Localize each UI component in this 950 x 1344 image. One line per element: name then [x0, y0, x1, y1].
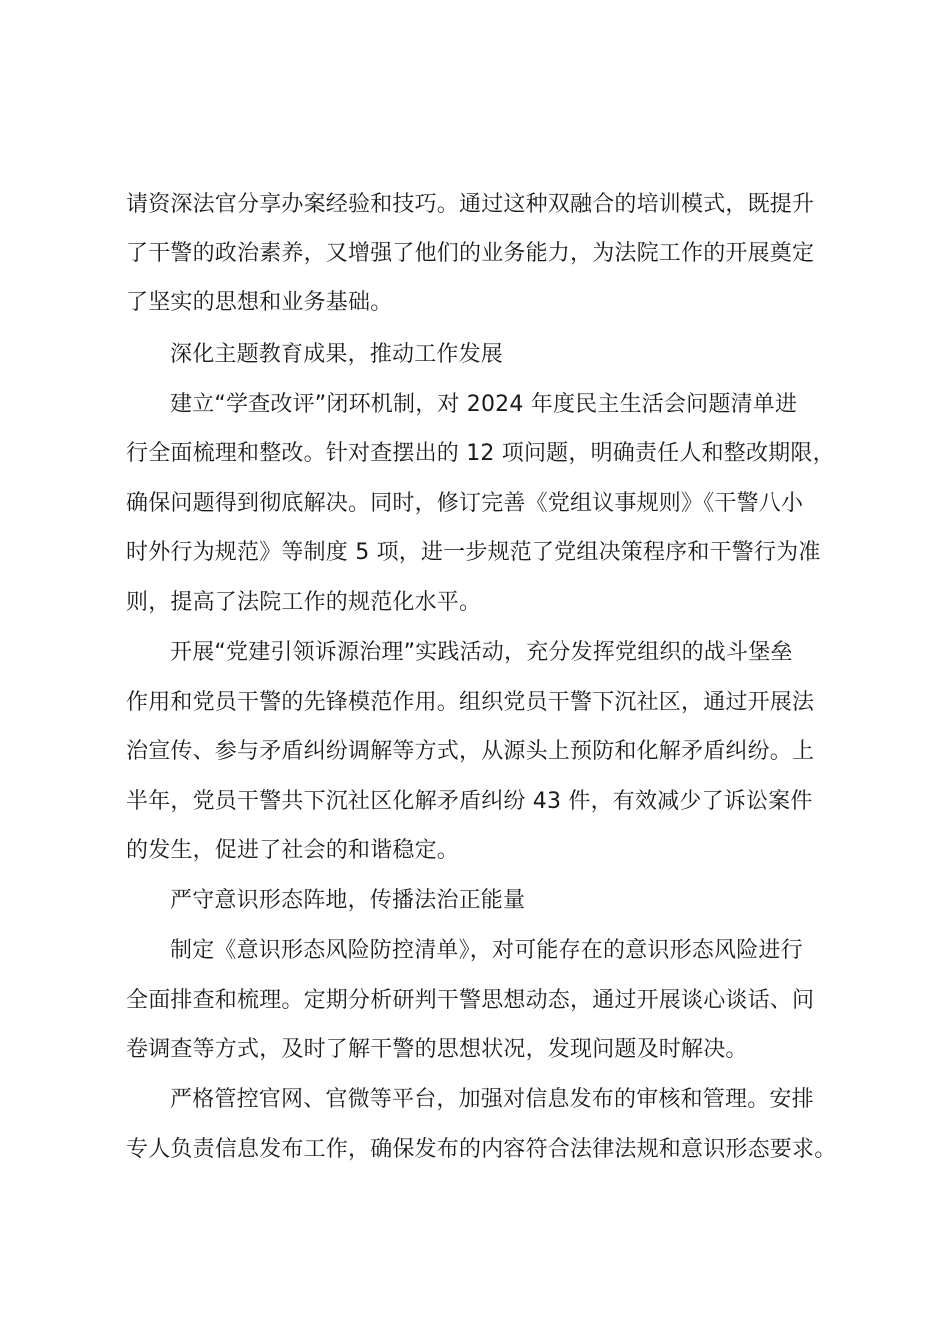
text-line: 建立“学查改评”闭环机制，对 2024 年度民主生活会问题清单进 [170, 392, 798, 417]
text-line: 开展“党建引领诉源治理”实践活动，充分发挥党组织的战斗堡垒 [170, 640, 793, 665]
text-line: 则，提高了法院工作的规范化水平。 [126, 590, 482, 615]
text-line: 专人负责信息发布工作，确保发布的内容符合法律法规和意识形态要求。 [126, 1137, 837, 1162]
section-heading: 严守意识形态阵地，传播法治正能量 [170, 888, 526, 913]
text-line: 卷调查等方式，及时了解干警的思想状况，发现问题及时解决。 [126, 1037, 748, 1062]
text-line: 的发生，促进了社会的和谐稳定。 [126, 838, 460, 863]
text-line: 请资深法官分享办案经验和技巧。通过这种双融合的培训模式，既提升 [126, 192, 815, 217]
text-line: 时外行为规范》等制度 5 项，进一步规范了党组决策程序和干警行为准 [126, 540, 821, 565]
text-line: 治宣传、参与矛盾纠纷调解等方式，从源头上预防和化解矛盾纠纷。上 [126, 739, 815, 764]
text-line: 确保问题得到彻底解决。同时，修订完善《党组议事规则》《干警八小 [126, 491, 804, 516]
section-heading: 深化主题教育成果，推动工作发展 [170, 342, 504, 367]
text-line: 行全面梳理和整改。针对查摆出的 12 项问题，明确责任人和整改期限， [126, 441, 835, 466]
text-line: 半年，党员干警共下沉社区化解矛盾纠纷 43 件，有效减少了诉讼案件 [126, 789, 813, 814]
text-line: 了干警的政治素养，又增强了他们的业务能力，为法院工作的开展奠定 [126, 241, 815, 266]
text-line: 了坚实的思想和业务基础。 [126, 290, 393, 315]
text-line: 严格管控官网、官微等平台，加强对信息发布的审核和管理。安排 [170, 1087, 814, 1112]
text-line: 全面排查和梳理。定期分析研判干警思想动态，通过开展谈心谈话、问 [126, 988, 815, 1013]
text-line: 作用和党员干警的先锋模范作用。组织党员干警下沉社区，通过开展法 [126, 690, 815, 715]
text-line: 制定《意识形态风险防控清单》，对可能存在的意识形态风险进行 [170, 938, 803, 963]
